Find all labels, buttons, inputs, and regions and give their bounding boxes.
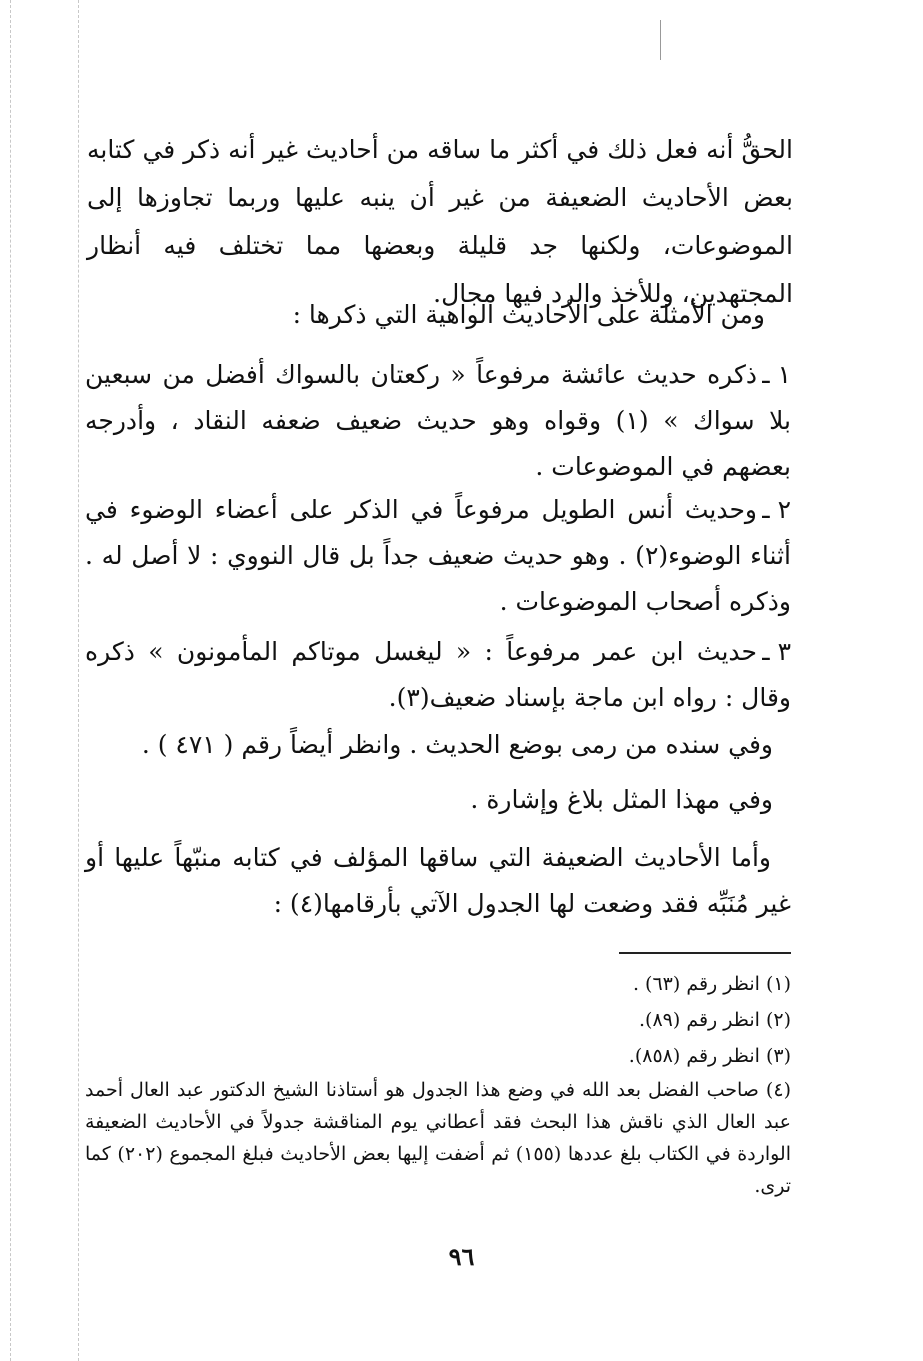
list-item — [85, 629, 791, 721]
examples-lead: ومن الأمثلة على الأحاديث الواهية التي ذكرها : — [292, 300, 765, 329]
footnote-separator — [619, 952, 791, 954]
note-sanad: وفي سنده من رمى بوضع الحديث . وانظر أيضاً رقم ( ٤٧١ ) . — [141, 730, 773, 759]
note-example: وفي مهذا المثل بلاغ وإشارة . — [470, 785, 773, 814]
item-number: ٢ ـ — [762, 495, 791, 524]
footnotes — [85, 966, 791, 1202]
item-text: وحديث أنس الطويل مرفوعاً في الذكر على أعضاء الوضوء في أثناء الوضوء(٢) . وهو حديث ضعيف جداً بل قال النووي : لا أصل له . وذكره أصحاب الموضوعات . — [85, 495, 791, 616]
list-item — [85, 487, 791, 625]
footnote-3: (٣) انظر رقم (٨٥٨). — [628, 1045, 791, 1067]
intro-paragraph: الحقُّ أنه فعل ذلك في أكثر ما ساقه من أحاديث غير أنه ذكر في كتابه بعض الأحاديث الضعيفة من غير أن ينبه عليها وربما تجاوزها إلى الموضوعات، ولكنها جد قليلة وبعضها مما تختلف فيه أنظار المجتهدين، وللأخذ والرد فيها مجال. — [87, 135, 793, 308]
item-number: ٣ ـ — [762, 637, 791, 666]
page-number: ٩٦ — [448, 1242, 475, 1271]
closing-paragraph — [85, 835, 791, 927]
footnote-4: (٤) صاحب الفضل بعد الله في وضع هذا الجدول هو أستاذنا الشيخ الدكتور عبد العال أحمد عبد العال الذي ناقش هذا البحث فقد أعطاني يوم المناقشة جدولاً في الأحاديث الضعيفة الواردة في الكتاب بلغ عددها (١٥٥) ثم أضفت إليها بعض الأحاديث فبلغ المجموع (٢٠٢) كما ترى. — [85, 1079, 792, 1197]
item-text: ذكره حديث عائشة مرفوعاً « ركعتان بالسواك أفضل من سبعين بلا سواك » (١) وقواه وهو حديث ضعيف ضعفه النقاد ، وأدرجه بعضهم في الموضوعات . — [85, 360, 791, 481]
closing-text: وأما الأحاديث الضعيفة التي ساقها المؤلف في كتابه منبّهاً عليها أو غير مُنَبِّه فقد وضعت لها الجدول الآتي بأرقامها(٤) : — [85, 843, 791, 918]
list-item — [85, 352, 791, 490]
scan-edge-line — [10, 0, 11, 1361]
footnote-1: (١) انظر رقم (٦٣) . — [632, 973, 791, 995]
footnote-2: (٢) انظر رقم (٨٩). — [639, 1009, 791, 1031]
item-text: حديث ابن عمر مرفوعاً : « ليغسل موتاكم المأمونون » ذكره وقال : رواه ابن ماجة بإسناد ضعيف(٣). — [85, 637, 791, 712]
item-number: ١ ـ — [762, 360, 791, 389]
scan-edge-line — [78, 0, 79, 1361]
scan-mark — [660, 20, 661, 60]
